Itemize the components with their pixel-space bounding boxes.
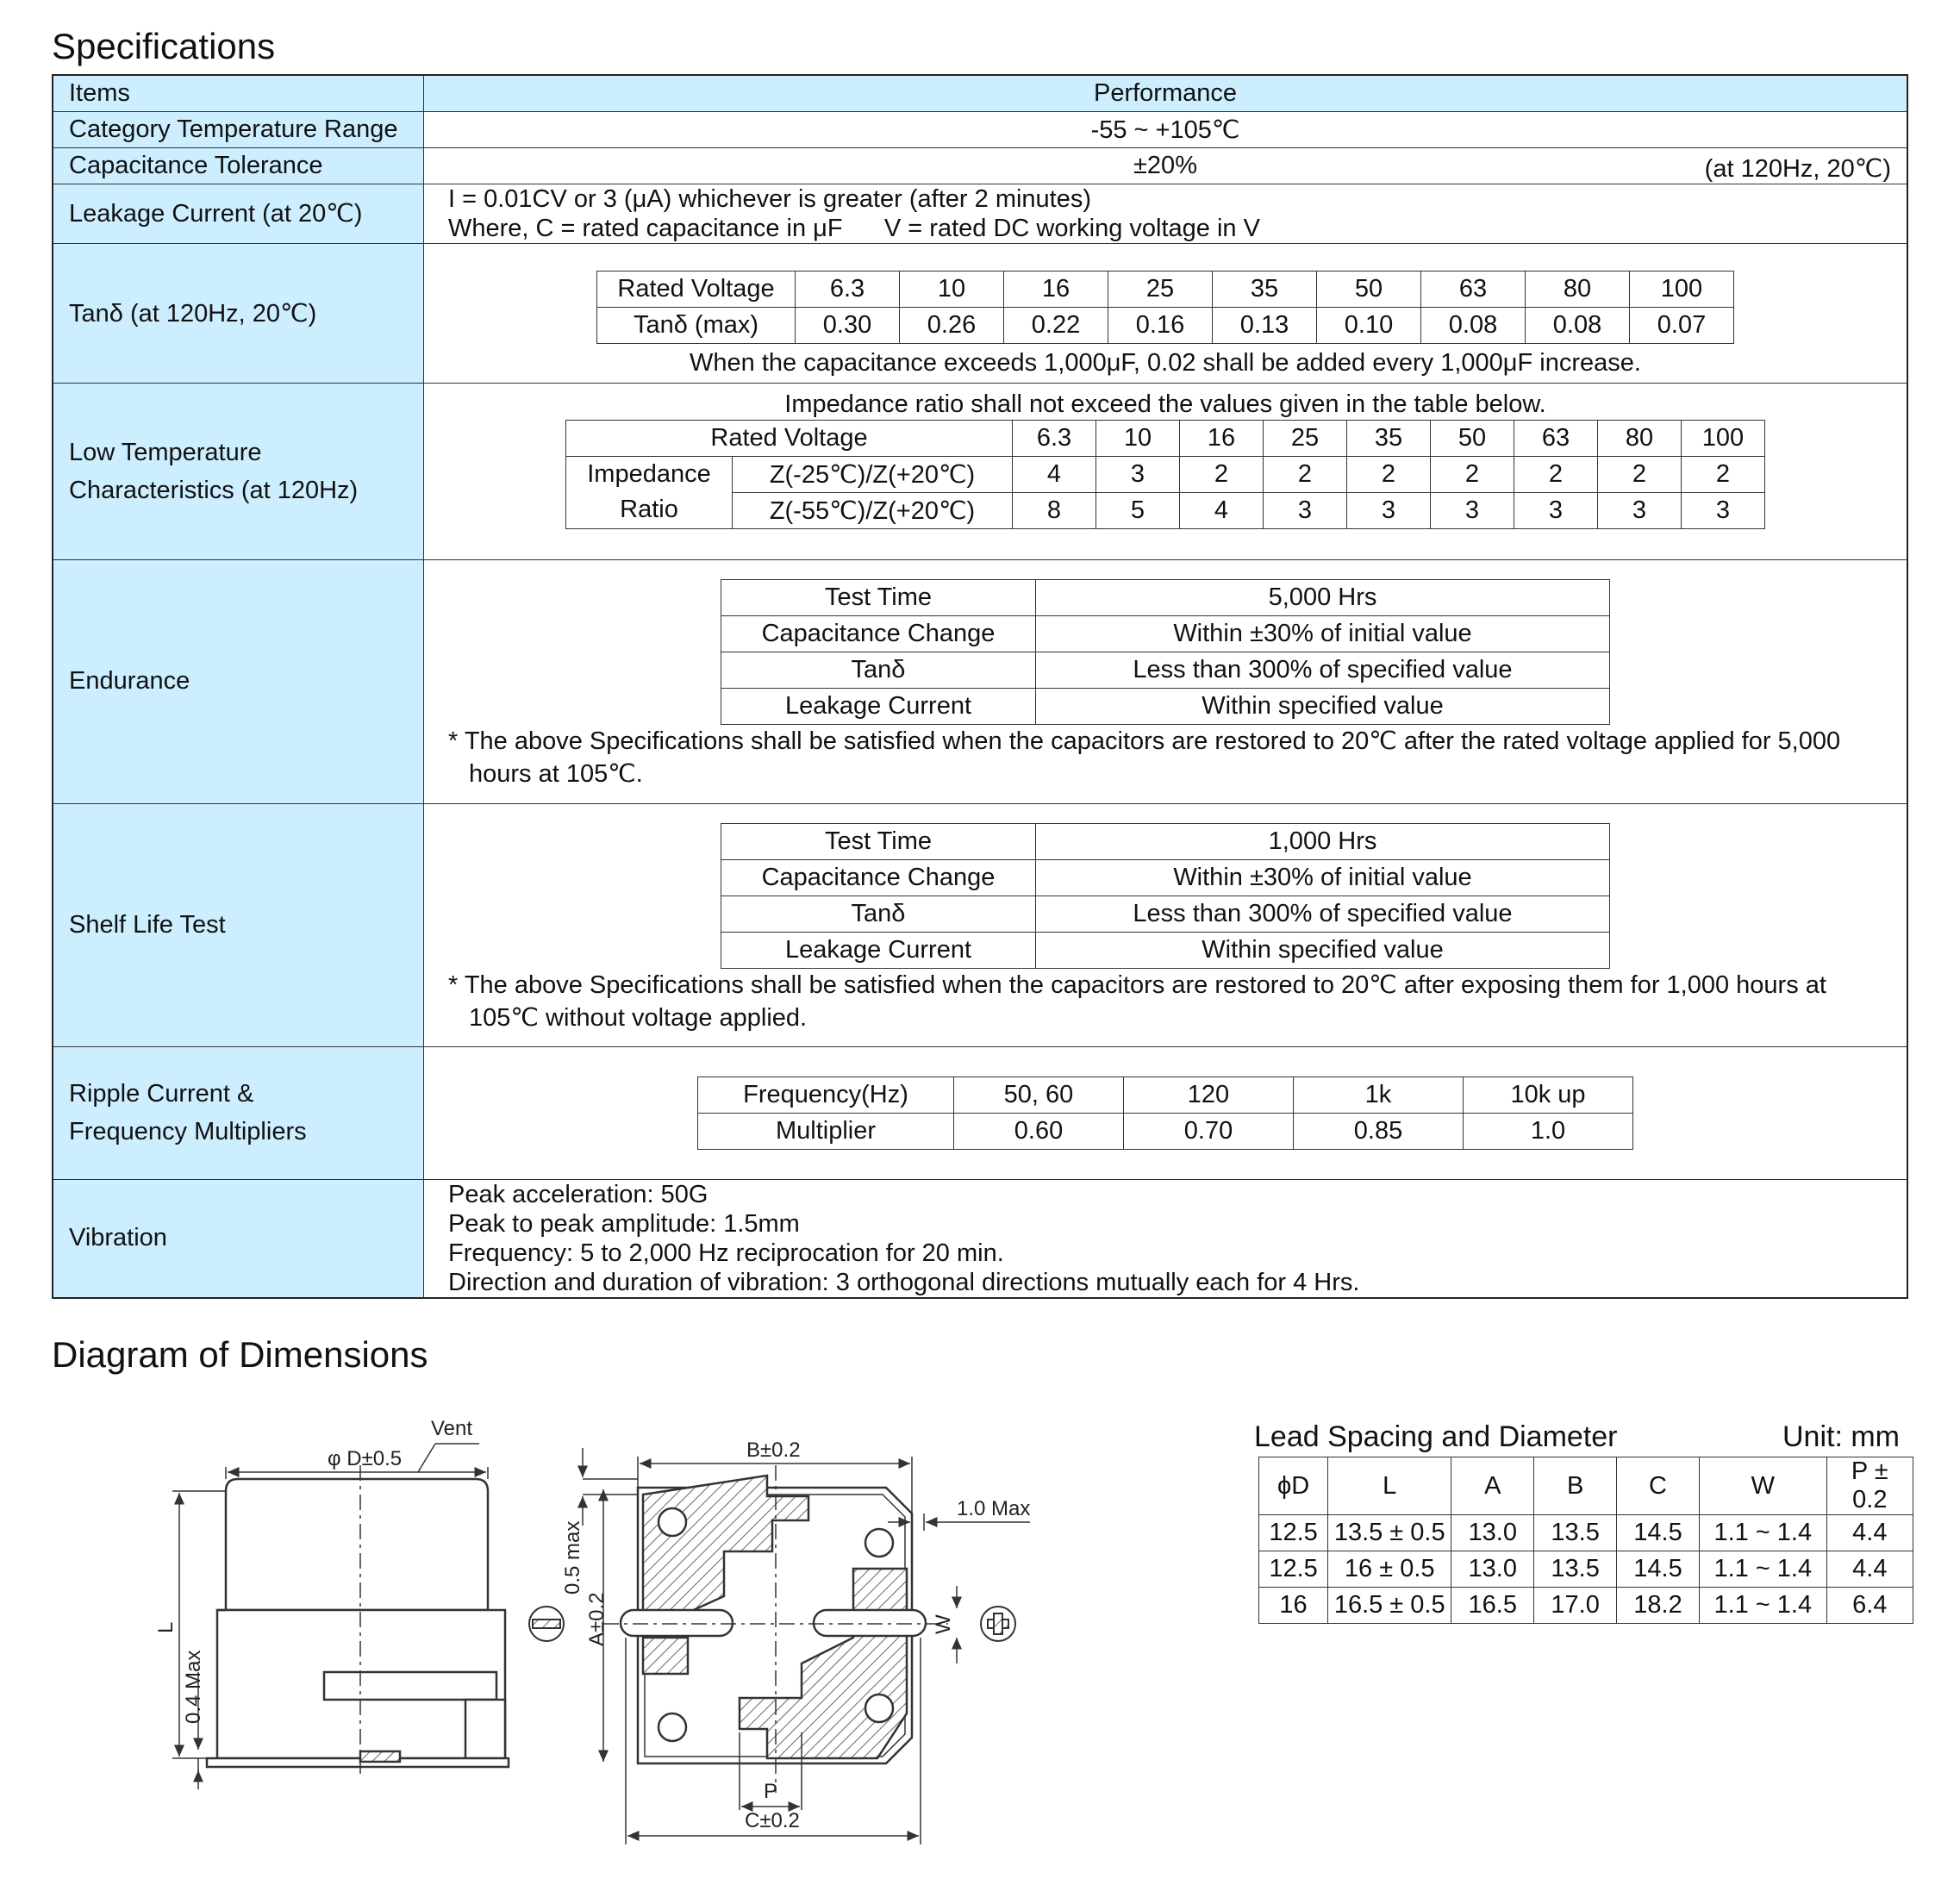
low-temp-voltage-cell: 10 <box>1096 420 1180 456</box>
tand-value-cell: 0.08 <box>1421 307 1526 343</box>
tand-rated-voltage-label: Rated Voltage <box>597 271 796 307</box>
lead-cell: 17.0 <box>1534 1588 1617 1624</box>
tand-value-cell: 0.10 <box>1317 307 1421 343</box>
lead-table-title: Lead Spacing and Diameter <box>1254 1420 1618 1453</box>
lead-table-unit: Unit: mm <box>1782 1420 1900 1453</box>
z25-value-cell: 2 <box>1180 456 1264 492</box>
tand-voltage-cell: 80 <box>1526 271 1630 307</box>
test-item-cell: Leakage Current <box>721 689 1036 725</box>
low-temp-voltage-cell: 50 <box>1431 420 1514 456</box>
table-row <box>1259 1588 1913 1624</box>
lead-cell: 6.4 <box>1826 1588 1913 1624</box>
tand-value-cell: 0.16 <box>1108 307 1213 343</box>
test-item-cell: Tanδ <box>721 652 1036 689</box>
lead-cell: 1.1 ~ 1.4 <box>1699 1515 1826 1551</box>
z55-value-cell: 3 <box>1347 492 1431 528</box>
capacitor-side-view <box>172 1444 509 1789</box>
lead-cell: 16 <box>1259 1588 1328 1624</box>
tand-value-cell: 0.22 <box>1004 307 1108 343</box>
leakage-label: Leakage Current (at 20℃) <box>53 184 424 243</box>
z55-label: Z(-55℃)/Z(+20℃) <box>733 492 1013 528</box>
ripple-label-line: Ripple Current & <box>69 1080 254 1108</box>
tand-value-cell: 0.26 <box>900 307 1004 343</box>
vibration-line: Peak to peak amplitude: 1.5mm <box>448 1209 800 1238</box>
ripple-label-line: Frequency Multipliers <box>69 1118 307 1145</box>
shelf-life-note: 105℃ without voltage applied. <box>469 1003 808 1032</box>
lead-header-cell: L <box>1328 1457 1451 1515</box>
z25-value-cell: 3 <box>1096 456 1180 492</box>
w-label: W <box>932 1614 955 1634</box>
z25-value-cell: 4 <box>1013 456 1096 492</box>
tand-label: Tanδ (at 120Hz, 20℃) <box>53 243 424 383</box>
endurance-note: * The above Specifications shall be satisfied when the capacitors are restored to 20℃ after the rated voltage applied for 5,000 <box>448 727 1841 755</box>
test-value-cell: Within specified value <box>1036 932 1610 968</box>
multiplier-cell: 0.70 <box>1124 1113 1294 1149</box>
test-value-cell: Within specified value <box>1036 689 1610 725</box>
test-value-cell: 1,000 Hrs <box>1036 823 1610 859</box>
lead-cell: 13.5 ± 0.5 <box>1328 1515 1451 1551</box>
tand-note: When the capacitance exceeds 1,000μF, 0.02 shall be added every 1,000μF increase. <box>690 348 1641 377</box>
tand-max-label: Tanδ (max) <box>597 307 796 343</box>
z25-value-cell: 2 <box>1682 456 1765 492</box>
p-label: P <box>764 1780 778 1803</box>
lead-cell: 13.0 <box>1451 1515 1534 1551</box>
lead-cell: 12.5 <box>1259 1551 1328 1588</box>
max-05-label: 0.5 max <box>561 1520 584 1595</box>
low-temp-voltage-cell: 63 <box>1514 420 1598 456</box>
ratio-label: Ratio <box>566 492 733 528</box>
items-header: Items <box>53 75 424 111</box>
tand-voltage-cell: 25 <box>1108 271 1213 307</box>
frequency-cell: 1k <box>1294 1077 1464 1113</box>
test-value-cell: Less than 300% of specified value <box>1036 896 1610 932</box>
test-value-cell: Within ±30% of initial value <box>1036 616 1610 652</box>
lead-cell: 1.1 ~ 1.4 <box>1699 1588 1826 1624</box>
category-temp-value: -55 ~ +105℃ <box>424 111 1908 147</box>
tand-voltage-cell: 6.3 <box>796 271 900 307</box>
z55-value-cell: 3 <box>1264 492 1347 528</box>
lead-header-cell: ϕD <box>1259 1457 1328 1515</box>
tand-voltage-cell: 50 <box>1317 271 1421 307</box>
lead-header-cell: P ± 0.2 <box>1826 1457 1913 1515</box>
low-temp-label-line: Characteristics (at 120Hz) <box>69 476 359 504</box>
leakage-line: I = 0.01CV or 3 (μA) whichever is greater (after 2 minutes) <box>448 184 1092 213</box>
lead-cell: 4.4 <box>1826 1515 1913 1551</box>
lead-cell: 16.5 ± 0.5 <box>1328 1588 1451 1624</box>
vibration-label: Vibration <box>53 1179 424 1298</box>
l-label: L <box>154 1621 178 1633</box>
lead-cell: 13.5 <box>1534 1515 1617 1551</box>
test-item-cell: Test Time <box>721 823 1036 859</box>
multiplier-cell: 0.60 <box>954 1113 1124 1149</box>
shelf-life-note: * The above Specifications shall be satisfied when the capacitors are restored to 20℃ after exposing them for 1,000 hours at <box>448 970 1826 999</box>
category-temp-label: Category Temperature Range <box>53 111 424 147</box>
multiplier-cell: 0.85 <box>1294 1113 1464 1149</box>
diagram-heading: Diagram of Dimensions <box>52 1334 428 1375</box>
shelf-life-label: Shelf Life Test <box>53 803 424 1046</box>
lead-cell: 12.5 <box>1259 1515 1328 1551</box>
frequency-cell: 120 <box>1124 1077 1294 1113</box>
impedance-label: Impedance <box>566 456 733 492</box>
lead-cell: 1.1 ~ 1.4 <box>1699 1551 1826 1588</box>
low-temp-voltage-cell: 6.3 <box>1013 420 1096 456</box>
c-label: C±0.2 <box>745 1809 800 1832</box>
endurance-note: hours at 105℃. <box>469 760 643 788</box>
lead-spacing-table <box>1258 1457 1913 1624</box>
b-label: B±0.2 <box>746 1439 801 1462</box>
test-item-cell: Test Time <box>721 580 1036 616</box>
tand-value-cell: 0.30 <box>796 307 900 343</box>
z55-value-cell: 3 <box>1598 492 1682 528</box>
plus-symbol-icon <box>981 1607 1015 1641</box>
max-10-label: 1.0 Max <box>957 1497 1031 1520</box>
lead-header-cell: A <box>1451 1457 1534 1515</box>
z55-value-cell: 5 <box>1096 492 1180 528</box>
test-item-cell: Tanδ <box>721 896 1036 932</box>
z25-value-cell: 2 <box>1431 456 1514 492</box>
lead-cell: 13.5 <box>1534 1551 1617 1588</box>
z25-value-cell: 2 <box>1598 456 1682 492</box>
vibration-line: Peak acceleration: 50G <box>448 1180 708 1208</box>
table-row <box>1259 1551 1913 1588</box>
tand-voltage-cell: 10 <box>900 271 1004 307</box>
low-temp-voltage-cell: 16 <box>1180 420 1264 456</box>
tand-voltage-cell: 100 <box>1630 271 1734 307</box>
z55-value-cell: 8 <box>1013 492 1096 528</box>
vibration-line: Direction and duration of vibration: 3 orthogonal directions mutually each for 4 Hrs. <box>448 1268 1360 1296</box>
z55-value-cell: 3 <box>1514 492 1598 528</box>
tand-value-cell: 0.08 <box>1526 307 1630 343</box>
test-value-cell: 5,000 Hrs <box>1036 580 1610 616</box>
table-header-row <box>1259 1457 1913 1515</box>
tand-voltage-cell: 16 <box>1004 271 1108 307</box>
lead-cell: 16.5 <box>1451 1588 1534 1624</box>
cap-tolerance-note: (at 120Hz, 20℃) <box>1704 154 1891 183</box>
low-temp-voltage-cell: 35 <box>1347 420 1431 456</box>
specifications-heading: Specifications <box>52 26 276 66</box>
table-row <box>1259 1515 1913 1551</box>
lead-cell: 16 ± 0.5 <box>1328 1551 1451 1588</box>
z55-value-cell: 4 <box>1180 492 1264 528</box>
test-value-cell: Within ±30% of initial value <box>1036 859 1610 896</box>
a-label: A±0.2 <box>585 1592 609 1646</box>
tand-voltage-cell: 63 <box>1421 271 1526 307</box>
frequency-label: Frequency(Hz) <box>698 1077 954 1113</box>
test-item-cell: Capacitance Change <box>721 859 1036 896</box>
minus-symbol-icon <box>529 1607 564 1641</box>
low-temp-rated-voltage: Rated Voltage <box>566 420 1013 456</box>
frequency-cell: 10k up <box>1464 1077 1633 1113</box>
tand-value-cell: 0.13 <box>1213 307 1317 343</box>
low-temp-voltage-cell: 100 <box>1682 420 1765 456</box>
phi-d-label: φ D±0.5 <box>328 1447 403 1470</box>
z25-value-cell: 2 <box>1514 456 1598 492</box>
cap-tolerance-value: ±20% <box>1133 151 1197 179</box>
lead-header-cell: W <box>1699 1457 1826 1515</box>
vent-label: Vent <box>431 1417 473 1440</box>
performance-header: Performance <box>424 75 1908 111</box>
z55-value-cell: 3 <box>1682 492 1765 528</box>
lead-cell: 14.5 <box>1617 1515 1700 1551</box>
lead-cell: 4.4 <box>1826 1551 1913 1588</box>
multiplier-cell: 1.0 <box>1464 1113 1633 1149</box>
z25-value-cell: 2 <box>1264 456 1347 492</box>
z25-label: Z(-25℃)/Z(+20℃) <box>733 456 1013 492</box>
low-temp-voltage-cell: 80 <box>1598 420 1682 456</box>
max-04-label: 0.4 Max <box>182 1650 205 1724</box>
test-item-cell: Leakage Current <box>721 932 1036 968</box>
lead-header-cell: B <box>1534 1457 1617 1515</box>
endurance-label: Endurance <box>53 559 424 803</box>
vibration-line: Frequency: 5 to 2,000 Hz reciprocation for 20 min. <box>448 1239 1004 1267</box>
multiplier-label: Multiplier <box>698 1113 954 1149</box>
test-value-cell: Less than 300% of specified value <box>1036 652 1610 689</box>
cap-tolerance-label: Capacitance Tolerance <box>53 147 424 184</box>
leakage-line: Where, C = rated capacitance in μF V = rated DC working voltage in V <box>448 214 1260 242</box>
z55-value-cell: 3 <box>1431 492 1514 528</box>
low-temp-label-line: Low Temperature <box>69 438 262 466</box>
low-temp-intro: Impedance ratio shall not exceed the values given in the table below. <box>784 390 1546 418</box>
tand-voltage-cell: 35 <box>1213 271 1317 307</box>
z25-value-cell: 2 <box>1347 456 1431 492</box>
frequency-cell: 50, 60 <box>954 1077 1124 1113</box>
lead-header-cell: C <box>1617 1457 1700 1515</box>
lead-cell: 18.2 <box>1617 1588 1700 1624</box>
lead-cell: 13.0 <box>1451 1551 1534 1588</box>
low-temp-voltage-cell: 25 <box>1264 420 1347 456</box>
lead-cell: 14.5 <box>1617 1551 1700 1588</box>
tand-value-cell: 0.07 <box>1630 307 1734 343</box>
test-item-cell: Capacitance Change <box>721 616 1036 652</box>
